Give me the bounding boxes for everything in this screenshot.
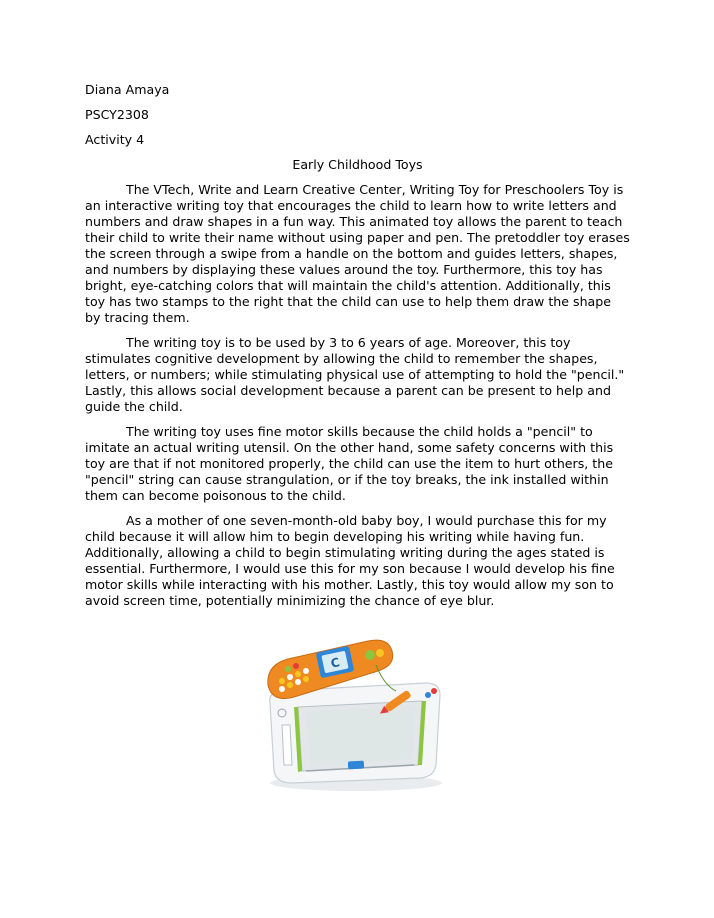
assignment-name: Activity 4	[85, 132, 145, 147]
toy-side-button-red	[431, 688, 437, 694]
toy-screen-letter: C	[329, 655, 341, 671]
paragraph-1: The VTech, Write and Learn Creative Center, Writing Toy for Preschoolers Toy is an interactive writing toy that encourages the child to learn how to write letters and numbers and draw shapes in a fun way. This animated toy allows the parent to teach their child to write their name without using paper and pen. The pretoddler toy erases the screen through a swipe from a handle on the bottom and guides letters, shapes, and numbers by displaying these values around the toy. Furthermore, this toy has bright, eye-catching colors that will maintain the child's attention. Additionally, this toy has two stamps to the right that the child can use to help them draw the shape by tracing them.	[85, 182, 630, 325]
toy-carry-handle	[282, 725, 292, 765]
author-name: Diana Amaya	[85, 82, 170, 97]
toy-stamp-yellow	[376, 649, 384, 657]
course-code: PSCY2308	[85, 107, 149, 122]
toy-drawing-surface	[306, 705, 416, 765]
paragraph-4: As a mother of one seven-month-old baby boy, I would purchase this for my child because it will allow him to begin developing his writing while having fun. Additionally, allowing a child to begin stimulating writing during the ages stated is essential. Furthermore, I would use this for my son because I would develop his fine motor skills while interacting with his mother. Lastly, this toy would allow my son to avoid screen time, potentially minimizing the chance of eye blur.	[85, 513, 615, 608]
toy-eraser-handle	[348, 761, 364, 770]
document-body	[85, 82, 630, 618]
toy-stamp-green	[365, 650, 375, 660]
toy-side-button-blue	[425, 692, 431, 698]
writing-toy-image	[258, 625, 448, 795]
document-title: Early Childhood Toys	[292, 157, 423, 172]
paragraph-2: The writing toy is to be used by 3 to 6 years of age. Moreover, this toy stimulates cognitive development by allowing the child to remember the shapes, letters, or numbers; while stimulating physical use of attempting to hold the "pencil." Lastly, this allows social development because a parent can be present to help and guide the child.	[85, 335, 625, 414]
paragraph-3: The writing toy uses fine motor skills because the child holds a "pencil" to imitate an actual writing utensil. On the other hand, some safety concerns with this toy are that if not monitored properly, the child can use the item to hurt others, the "pencil" string can cause strangulation, or if the toy breaks, the ink installed within them can become poisonous to the child.	[85, 424, 614, 503]
